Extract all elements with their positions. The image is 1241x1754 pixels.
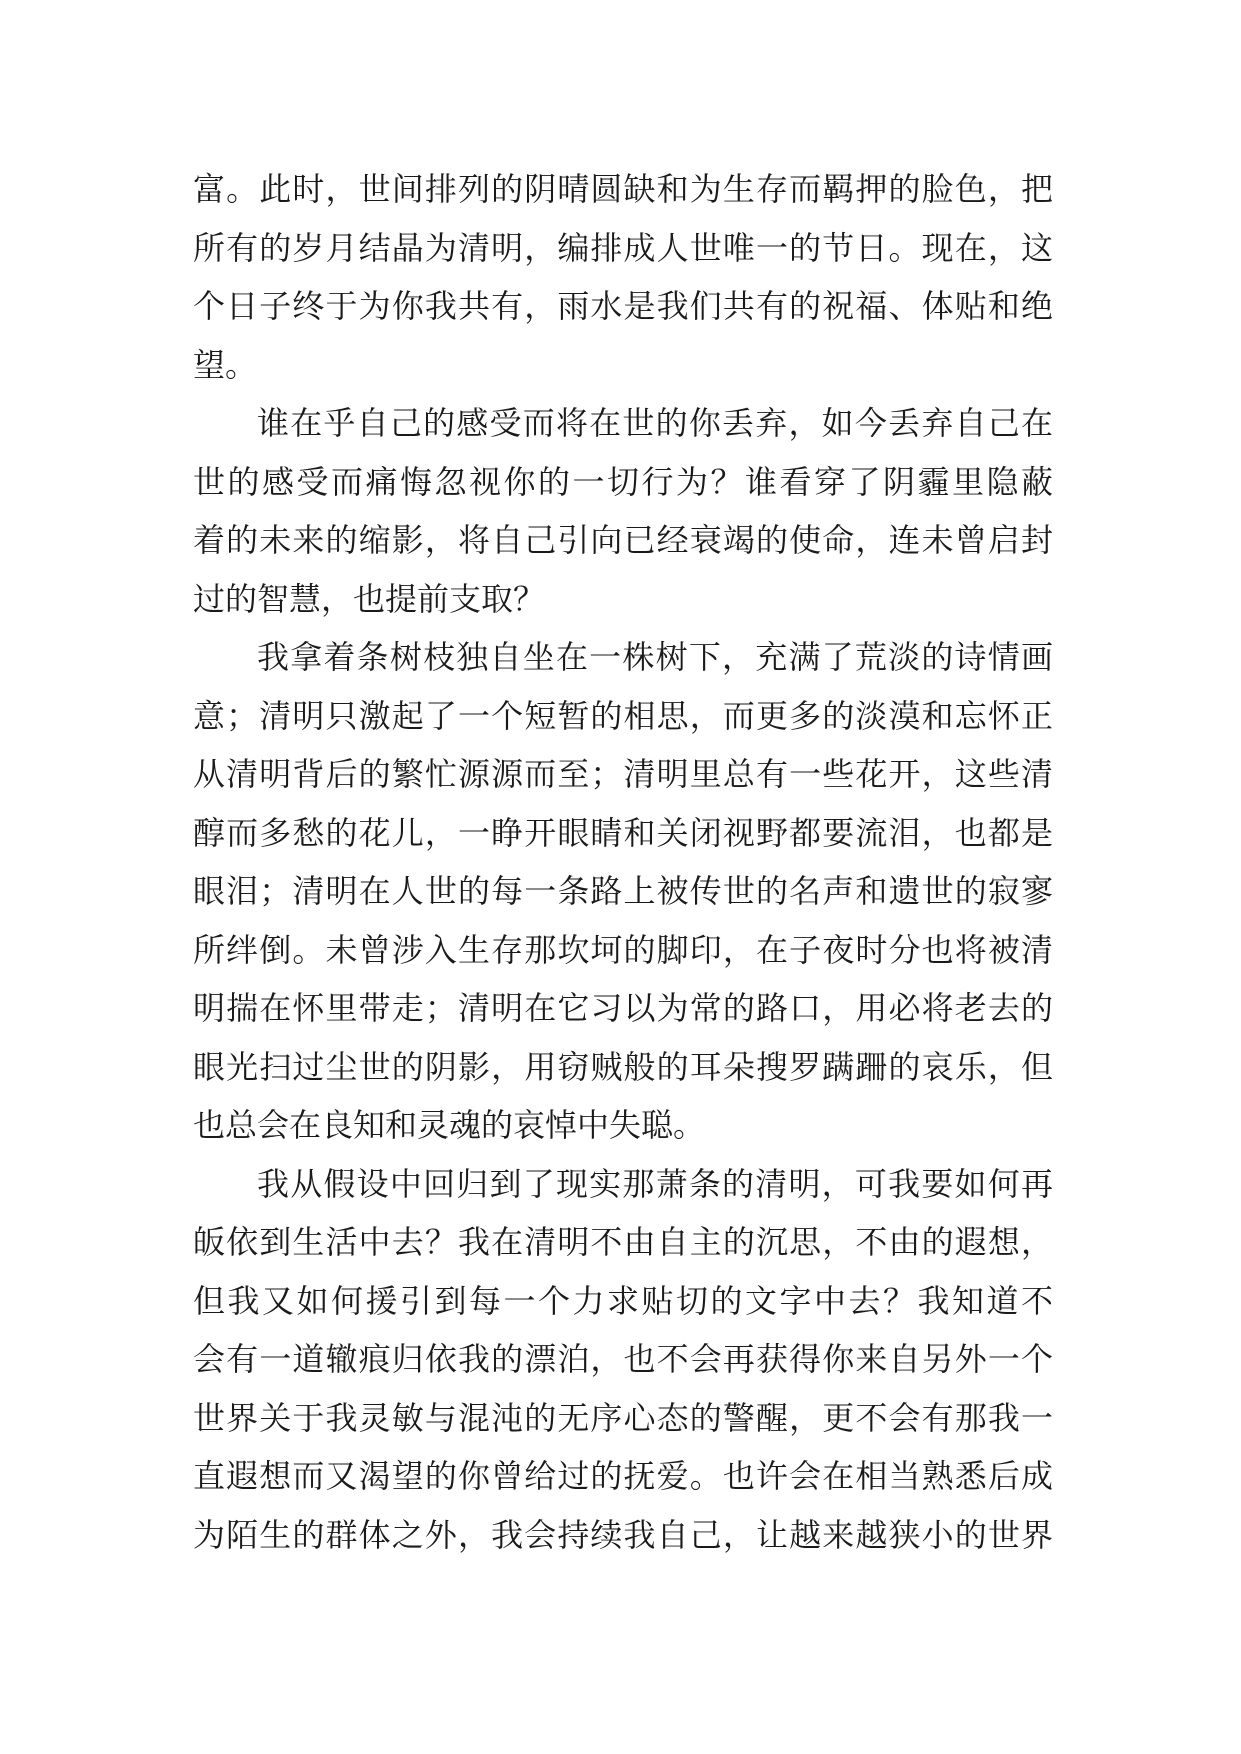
text-line: 会有一道辙痕归依我的漂泊，也不会再获得你来自另外一个 <box>193 1340 1053 1378</box>
text-line: 富。此时，世间排列的阴晴圆缺和为生存而羁押的脸色，把 <box>193 170 1053 208</box>
text-line: 醇而多愁的花儿，一睁开眼睛和关闭视野都要流泪，也都是 <box>193 813 1053 852</box>
text-line: 着的未来的缩影，将自己引向已经衰竭的使命，连未曾启封 <box>193 521 1053 559</box>
text-line: 望。 <box>193 345 258 384</box>
text-line: 从清明背后的繁忙源源而至；清明里总有一些花开，这些清 <box>193 755 1053 793</box>
text-line: 我拿着条树枝独自坐在一株树下，充满了荒淡的诗情画 <box>257 638 1053 676</box>
text-line: 所有的岁月结晶为清明，编排成人世唯一的节日。现在，这 <box>193 228 1053 267</box>
text-line: 我从假设中回归到了现实那萧条的清明，可我要如何再 <box>257 1164 1053 1203</box>
text-line: 所绊倒。未曾涉入生存那坎坷的脚印，在子夜时分也将被清 <box>193 930 1053 969</box>
text-line: 世界关于我灵敏与混沌的无序心态的警醒，更不会有那我一 <box>193 1398 1053 1437</box>
body-text <box>193 160 1053 1564</box>
text-line: 明揣在怀里带走；清明在它习以为常的路口，用必将老去的 <box>193 989 1053 1027</box>
text-line: 直遐想而又渴望的你曾给过的抚爱。也许会在相当熟悉后成 <box>193 1457 1053 1495</box>
text-line: 谁在乎自己的感受而将在世的你丢弃，如今丢弃自己在 <box>257 404 1053 442</box>
text-line: 个日子终于为你我共有，雨水是我们共有的祝福、体贴和绝 <box>193 287 1053 325</box>
text-line: 皈依到生活中去？我在清明不由自主的沉思，不由的遐想， <box>193 1223 1053 1261</box>
text-line: 眼泪；清明在人世的每一条路上被传世的名声和遗世的寂寥 <box>193 872 1053 910</box>
text-line: 意；清明只激起了一个短暂的相思，而更多的淡漠和忘怀正 <box>193 696 1053 735</box>
text-line: 也总会在良知和灵魂的哀悼中失聪。 <box>193 1106 706 1144</box>
text-line: 但我又如何援引到每一个力求贴切的文字中去？我知道不 <box>193 1281 1053 1320</box>
text-line: 世的感受而痛悔忽视你的一切行为？谁看穿了阴霾里隐蔽 <box>193 462 1053 501</box>
text-line: 眼光扫过尘世的阴影，用窃贼般的耳朵搜罗蹒跚的哀乐，但 <box>193 1047 1053 1086</box>
text-line: 过的智慧，也提前支取？ <box>193 579 546 618</box>
text-line: 为陌生的群体之外，我会持续我自己，让越来越狭小的世界 <box>193 1515 1053 1554</box>
